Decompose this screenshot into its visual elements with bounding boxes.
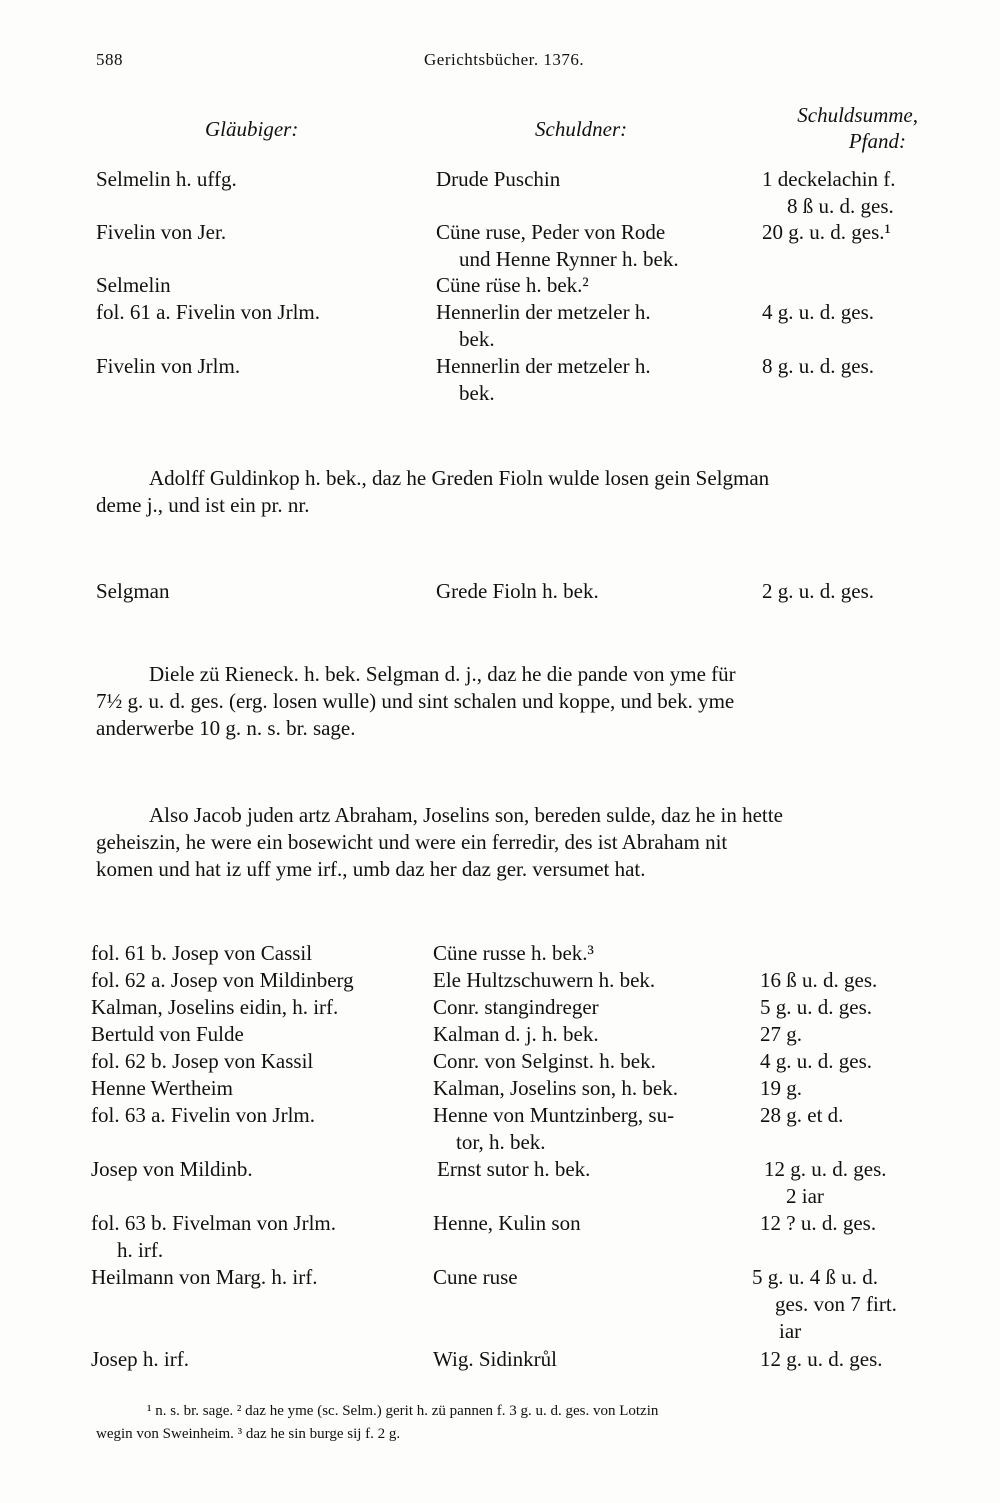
table2-creditor: Kalman, Joselins eidin, h. irf. [91,995,339,1019]
table2-creditor: fol. 62 a. Josep von Mildinberg [91,968,354,992]
table2-amount: 5 g. u. d. ges. [760,995,872,1019]
table2-creditor: Heilmann von Marg. h. irf. [91,1265,318,1289]
table2-creditor: Bertuld von Fulde [91,1022,244,1046]
table2-amount: 4 g. u. d. ges. [760,1049,872,1073]
table2-amount: 27 g. [760,1022,802,1046]
table1-creditor: fol. 61 a. Fivelin von Jrlm. [96,300,320,324]
table2-amount: 16 ß u. d. ges. [760,968,878,992]
paragraph-3-line: Also Jacob juden artz Abraham, Joselins son, bereden sulde, daz he in hette [149,803,783,827]
table2-debtor: Henne, Kulin son [433,1211,581,1235]
table1-debtor: Cüne rüse h. bek.² [436,273,589,297]
page-number: 588 [96,50,123,69]
table1-debtor: bek. [459,381,495,405]
table2-amount: 12 ? u. d. ges. [760,1211,877,1235]
table2-creditor: fol. 63 b. Fivelman von Jrlm. [91,1211,336,1235]
table1-debtor: bek. [459,327,495,351]
table2-creditor: h. irf. [117,1238,164,1262]
table2-creditor: Josep h. irf. [91,1347,189,1371]
table2-creditor: fol. 62 b. Josep von Kassil [91,1049,314,1073]
table1-amount: 20 g. u. d. ges.¹ [762,220,891,244]
table2-amount: 12 g. u. d. ges. [760,1347,883,1371]
table2-amount: 5 g. u. 4 ß u. d. [752,1265,878,1289]
table2-debtor: Cüne russe h. bek.³ [433,941,594,965]
table1-creditor: Fivelin von Jrlm. [96,354,241,378]
table2-amount: 19 g. [760,1076,802,1100]
table2-creditor: Henne Wertheim [91,1076,233,1100]
table1-amount: 4 g. u. d. ges. [762,300,874,324]
table1-creditor: Selmelin [96,273,171,297]
table2-debtor: Kalman d. j. h. bek. [433,1022,599,1046]
running-title: Gerichtsbücher. 1376. [424,50,585,69]
paragraph-1-line: deme j., und ist ein pr. nr. [96,493,310,517]
table2-debtor: Ele Hultzschuwern h. bek. [433,968,656,992]
paragraph-2-line: Diele zü Rieneck. h. bek. Selgman d. j., daz he die pande von yme für [149,662,736,686]
table1-amount: 1 deckelachin f. [762,167,896,191]
column-heading-debtor: Schuldner: [535,117,628,141]
footnote-line: wegin von Sweinheim. ³ daz he sin burge sij f. 2 g. [96,1426,401,1442]
table2-amount: 28 g. et d. [760,1103,844,1127]
paragraph-3-line: komen und hat iz uff yme irf., umb daz her daz ger. versumet hat. [96,857,646,881]
table2-creditor: fol. 61 b. Josep von Cassil [91,941,313,965]
selgman-amount: 2 g. u. d. ges. [762,579,874,603]
table2-debtor: Henne von Muntzinberg, su- [433,1103,675,1127]
table2-debtor: Conr. stangindreger [433,995,599,1019]
table1-debtor: Hennerlin der metzeler h. [436,300,651,324]
paragraph-2-line: anderwerbe 10 g. n. s. br. sage. [96,716,356,740]
selgman-creditor: Selgman [96,579,170,603]
table1-debtor: Drude Puschin [436,167,561,191]
column-heading-amount-1: Schuldsumme, [797,103,918,127]
table1-debtor: und Henne Rynner h. bek. [459,247,679,271]
table1-debtor: Hennerlin der metzeler h. [436,354,651,378]
footnote-line: ¹ n. s. br. sage. ² daz he yme (sc. Selm.) gerit h. zü pannen f. 3 g. u. d. ges. von Lotzin [147,1403,659,1419]
table2-creditor: Josep von Mildinb. [91,1157,253,1181]
paragraph-1-line: Adolff Guldinkop h. bek., daz he Greden Fioln wulde losen gein Selgman [149,466,770,490]
table2-debtor: Kalman, Joselins son, h. bek. [433,1076,678,1100]
column-heading-amount-2: Pfand: [848,129,906,153]
table2-amount: 2 iar [786,1184,824,1208]
table2-creditor: fol. 63 a. Fivelin von Jrlm. [91,1103,315,1127]
table2-debtor: tor, h. bek. [456,1130,546,1154]
table2-amount: ges. von 7 firt. [775,1292,897,1316]
table2-debtor: Wig. Sidinkrůl [433,1347,557,1371]
table2-amount: 12 g. u. d. ges. [764,1157,887,1181]
table1-amount: 8 ß u. d. ges. [787,194,894,218]
table2-debtor: Conr. von Selginst. h. bek. [433,1049,656,1073]
column-heading-creditor: Gläubiger: [205,117,299,141]
paragraph-2-line: 7½ g. u. d. ges. (erg. losen wulle) und sint schalen und koppe, und bek. yme [96,689,735,713]
table1-creditor: Selmelin h. uffg. [96,167,237,191]
table1-debtor: Cüne ruse, Peder von Rode [436,220,666,244]
paragraph-3-line: geheiszin, he were ein bosewicht und were ein ferredir, des ist Abraham nit [96,830,728,854]
table2-debtor: Cune ruse [433,1265,518,1289]
table2-amount: iar [779,1319,802,1343]
selgman-debtor: Grede Fioln h. bek. [436,579,599,603]
table2-debtor: Ernst sutor h. bek. [437,1157,591,1181]
table1-amount: 8 g. u. d. ges. [762,354,874,378]
table1-creditor: Fivelin von Jer. [96,220,227,244]
